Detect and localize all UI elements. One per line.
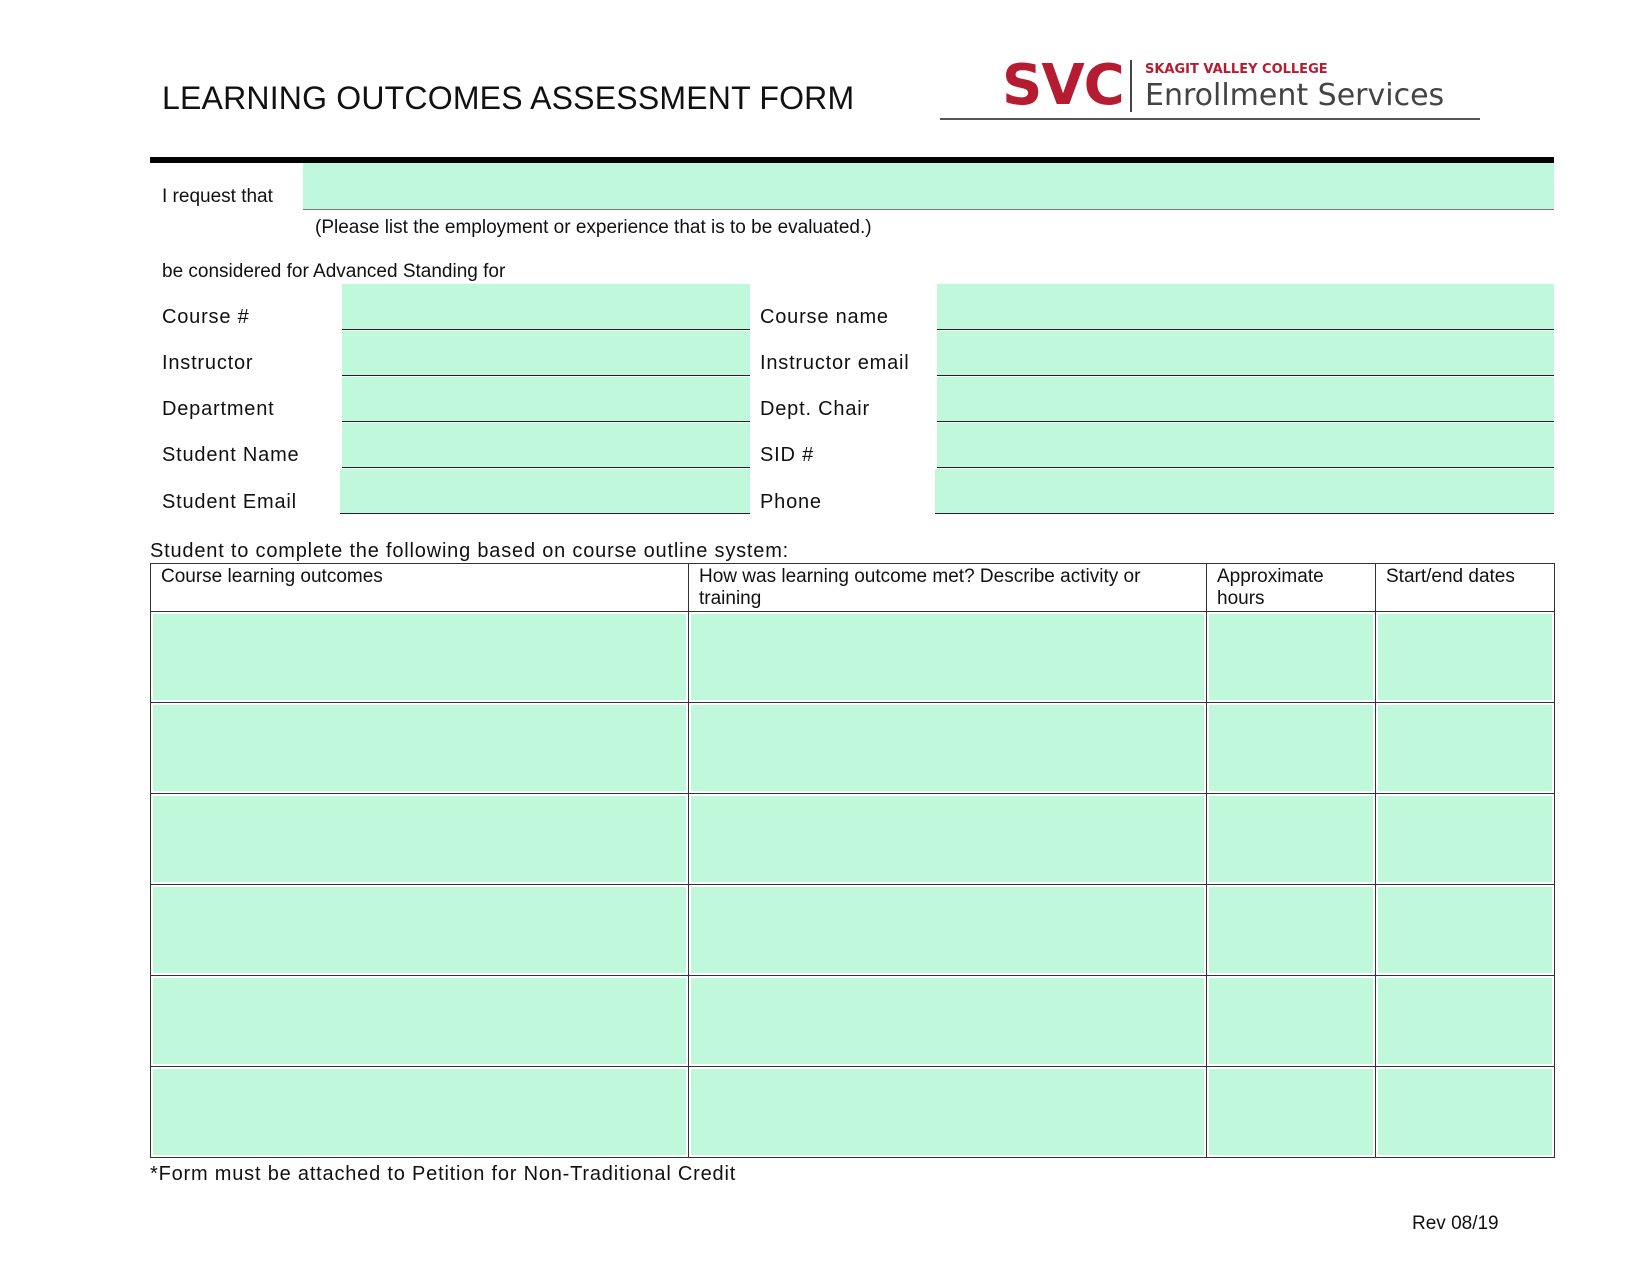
- activity-cell[interactable]: [689, 976, 1207, 1067]
- hours-cell[interactable]: [1207, 703, 1376, 794]
- table-row: [151, 885, 1555, 976]
- table-row: [151, 1067, 1555, 1158]
- table-row: [151, 794, 1555, 885]
- advanced-standing-label: be considered for Advanced Standing for: [162, 261, 506, 282]
- sid-label: SID #: [760, 444, 815, 466]
- table-header-row: [151, 564, 1555, 612]
- revision-label: Rev 08/19: [1412, 1213, 1499, 1234]
- dates-cell[interactable]: [1376, 703, 1555, 794]
- activity-cell[interactable]: [689, 885, 1207, 976]
- svc-logo: [940, 53, 1480, 122]
- dates-cell[interactable]: [1376, 794, 1555, 885]
- hours-cell[interactable]: [1207, 976, 1376, 1067]
- dept-chair-label: Dept. Chair: [760, 398, 870, 420]
- dates-cell[interactable]: [1376, 1067, 1555, 1158]
- attachment-note: *Form must be attached to Petition for Non-Traditional Credit: [150, 1163, 737, 1185]
- instructor-email-input[interactable]: [937, 331, 1554, 376]
- student-name-input[interactable]: [342, 423, 750, 468]
- dates-cell[interactable]: [1376, 976, 1555, 1067]
- department-label: Department: [162, 398, 275, 420]
- outcome-cell[interactable]: [151, 976, 689, 1067]
- course-number-label: Course #: [162, 306, 250, 328]
- sid-input[interactable]: [937, 423, 1554, 468]
- header-approximate-hours: Approximate hours: [1207, 564, 1376, 612]
- hours-cell[interactable]: [1207, 612, 1376, 703]
- logo-divider: [1130, 60, 1132, 112]
- outcome-cell[interactable]: [151, 612, 689, 703]
- dept-chair-input[interactable]: [937, 377, 1554, 422]
- course-name-label: Course name: [760, 306, 889, 328]
- dates-cell[interactable]: [1376, 612, 1555, 703]
- student-email-input[interactable]: [340, 469, 750, 514]
- instructor-label: Instructor: [162, 352, 254, 374]
- logo-department-name: Enrollment Services: [1145, 78, 1445, 113]
- phone-input[interactable]: [935, 469, 1554, 514]
- instructor-email-label: Instructor email: [760, 352, 910, 374]
- table-row: [151, 976, 1555, 1067]
- header-how-met: How was learning outcome met? Describe activity or training: [689, 564, 1207, 612]
- logo-underline: [940, 118, 1480, 120]
- table-row: [151, 703, 1555, 794]
- logo-mark: SVC: [1002, 53, 1124, 118]
- hours-cell[interactable]: [1207, 1067, 1376, 1158]
- header-start-end-dates: Start/end dates: [1376, 564, 1555, 612]
- table-row: [151, 612, 1555, 703]
- request-label: I request that: [162, 186, 273, 207]
- student-email-label: Student Email: [162, 491, 297, 513]
- outcome-cell[interactable]: [151, 703, 689, 794]
- phone-label: Phone: [760, 491, 822, 513]
- instructor-input[interactable]: [342, 331, 750, 376]
- student-name-label: Student Name: [162, 444, 300, 466]
- table-caption: Student to complete the following based on course outline system:: [150, 540, 790, 562]
- header-learning-outcomes: Course learning outcomes: [151, 564, 689, 612]
- logo-college-name: SKAGIT VALLEY COLLEGE: [1145, 62, 1328, 77]
- activity-cell[interactable]: [689, 1067, 1207, 1158]
- hours-cell[interactable]: [1207, 794, 1376, 885]
- request-input[interactable]: [303, 163, 1554, 210]
- outcomes-table: [150, 563, 1555, 1158]
- activity-cell[interactable]: [689, 612, 1207, 703]
- activity-cell[interactable]: [689, 703, 1207, 794]
- dates-cell[interactable]: [1376, 885, 1555, 976]
- activity-cell[interactable]: [689, 794, 1207, 885]
- outcome-cell[interactable]: [151, 885, 689, 976]
- outcome-cell[interactable]: [151, 794, 689, 885]
- page-title: LEARNING OUTCOMES ASSESSMENT FORM: [162, 80, 855, 116]
- hours-cell[interactable]: [1207, 885, 1376, 976]
- course-name-input[interactable]: [937, 284, 1554, 330]
- outcome-cell[interactable]: [151, 1067, 689, 1158]
- department-input[interactable]: [342, 377, 750, 422]
- course-number-input[interactable]: [342, 284, 750, 330]
- request-hint: (Please list the employment or experience that is to be evaluated.): [315, 217, 872, 238]
